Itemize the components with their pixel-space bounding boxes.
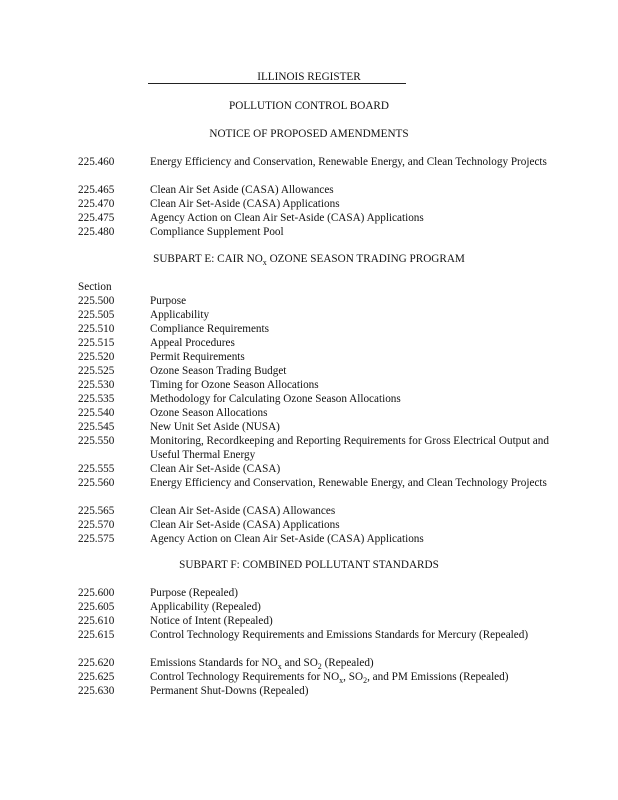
list-item: 225.470 Clean Air Set-Aside (CASA) Applications [78, 198, 340, 210]
list-item: 225.510 Compliance Requirements [78, 323, 269, 335]
list-item: 225.540 Ozone Season Allocations [78, 407, 268, 419]
list-item: 225.545 New Unit Set Aside (NUSA) [78, 421, 280, 433]
list-item: 225.505 Applicability [78, 309, 210, 321]
list-item: 225.565 Clean Air Set-Aside (CASA) Allowances [78, 505, 336, 517]
subpart-e-title: SUBPART E: CAIR $NO_x$ OZONE SEASON TRADING PROGRAM [153, 253, 465, 268]
list-item: 225.630 Permanent Shut-Downs (Repealed) [78, 685, 309, 697]
list-item: 225.475 Agency Action on Clean Air Set-Aside (CASA) Applications [78, 212, 424, 224]
list-item: 225.480 Compliance Supplement Pool [78, 226, 284, 238]
register-title: ILLINOIS REGISTER [257, 71, 361, 83]
subpart-f-title: SUBPART F: COMBINED POLLUTANT STANDARDS [179, 559, 439, 571]
board-name: POLLUTION CONTROL BOARD [229, 100, 389, 112]
list-item: 225.500 Purpose [78, 295, 187, 307]
list-item: 225.535 Methodology for Calculating Ozone Season Allocations [78, 393, 401, 405]
list-item: 225.620 Emissions Standards for $NO_x$ and $SO_2$ (Repealed) [78, 657, 374, 672]
notice-title: NOTICE OF PROPOSED AMENDMENTS [209, 128, 409, 140]
list-item: 225.560 Energy Efficiency and Conservation, Renewable Energy, and Clean Technology Projects [78, 477, 547, 489]
list-item: 225.530 Timing for Ozone Season Allocations [78, 379, 319, 391]
list-item: 225.525 Ozone Season Trading Budget [78, 365, 287, 377]
list-item: 225.520 Permit Requirements [78, 351, 245, 363]
list-item: 225.605 Applicability (Repealed) [78, 601, 261, 613]
list-item: 225.610 Notice of Intent (Repealed) [78, 615, 273, 627]
section-list-subpart-f [0, 586, 618, 698]
list-item: 225.460 Energy Efficiency and Conservation, Renewable Energy, and Clean Technology Projects [78, 156, 547, 168]
list-item: 225.465 Clean Air Set Aside (CASA) Allowances [78, 184, 334, 196]
section-list-subpart-e [0, 294, 618, 546]
list-item: 225.615 Control Technology Requirements and Emissions Standards for Mercury (Repealed) [78, 629, 529, 641]
list-item: 225.515 Appeal Procedures [78, 337, 235, 349]
section-label: Section [78, 281, 112, 293]
list-item: 225.625 Control Technology Requirements for $NO_x$, $SO_2$, and PM Emissions (Repealed) [78, 671, 509, 686]
list-item: 225.550 Monitoring, Recordkeeping and Reporting Requirements for Gross Electrical Output and Useful Thermal Energy [78, 435, 549, 461]
section-list-top [0, 155, 618, 239]
list-item: 225.575 Agency Action on Clean Air Set-Aside (CASA) Applications [78, 533, 424, 545]
list-item: 225.555 Clean Air Set-Aside (CASA) [78, 463, 281, 475]
list-item: 225.600 Purpose (Repealed) [78, 587, 238, 599]
list-item: 225.570 Clean Air Set-Aside (CASA) Applications [78, 519, 340, 531]
